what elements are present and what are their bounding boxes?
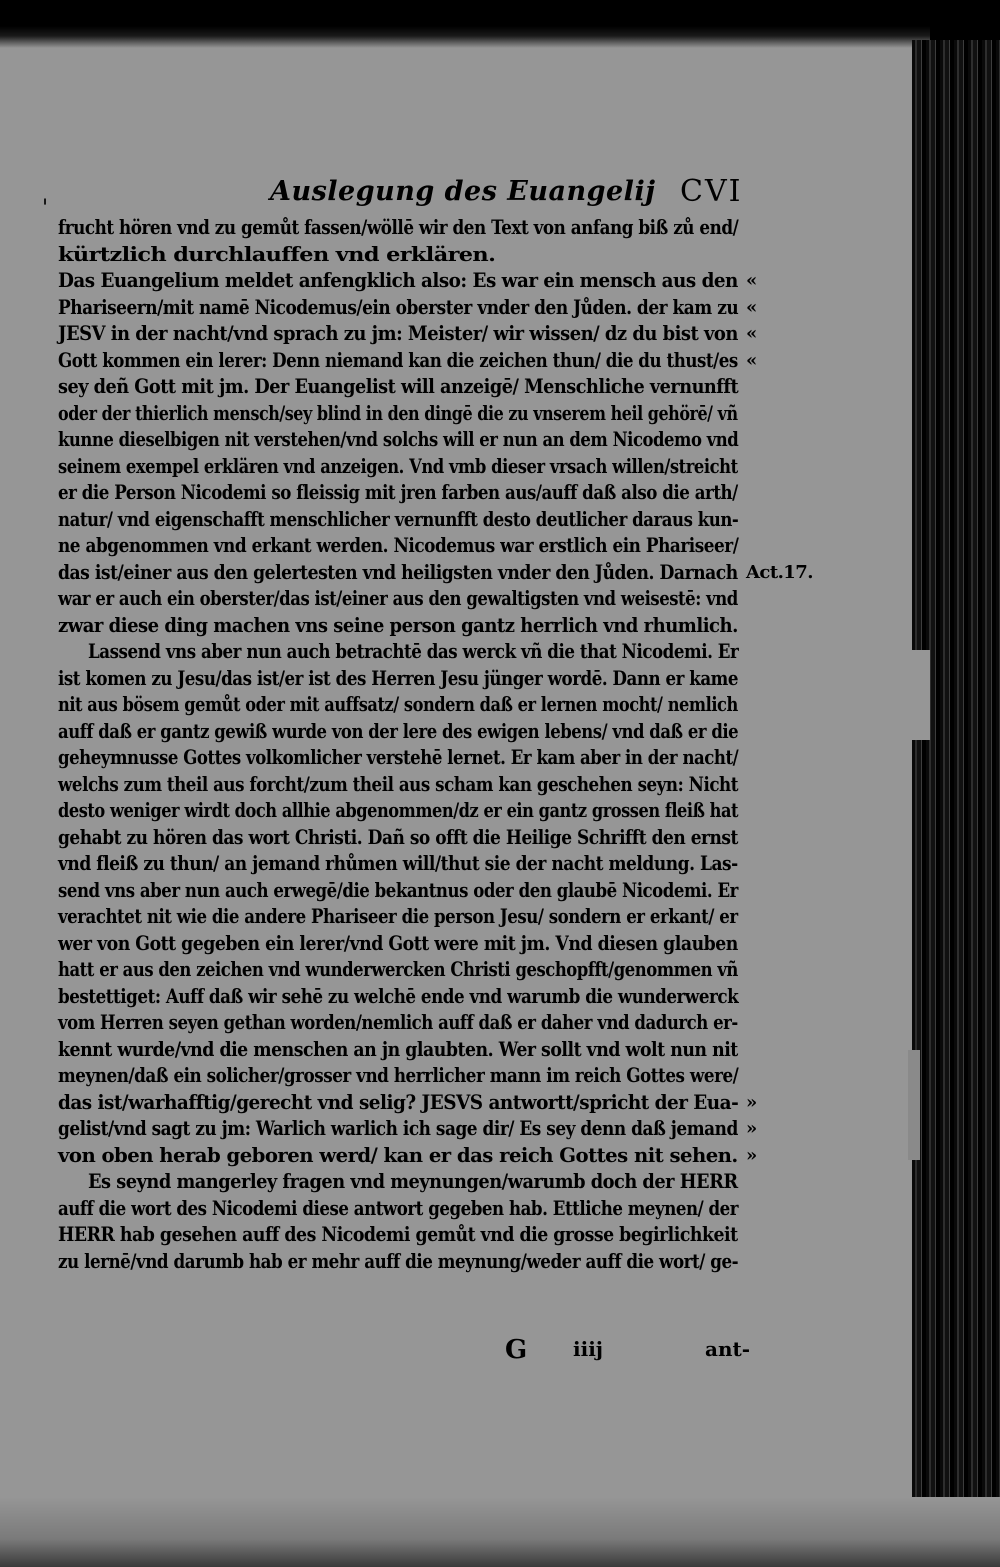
top-scan-shadow [0,26,930,48]
text-line [58,666,748,693]
text-line [58,957,748,984]
text-line-content: HERR hab gesehen auff des Nicodemi gemůt vnd die grosse begirlichkeit [58,1223,738,1246]
text-line-content: meynen/daß ein solicher/grosser vnd herrlicher mann im reich Gottes were/ [58,1064,739,1087]
fore-edge-gap [912,650,930,740]
text-line-content: vnd fleiß zu thun/ an jemand rhůmen will/thut sie der nacht meldung. Las- [58,852,738,875]
margin-note: « [746,270,757,291]
stray-mark: ' [42,196,49,221]
text-line-content: kunne dieselbigen nit verstehen/vnd solchs will er nun an dem Nicodemo vnd [58,428,739,451]
text-line-content: welchs zum theil aus forcht/zum theil aus scham kan geschehen seyn: Nicht [58,772,738,796]
text-line-content: er die Person Nicodemi so fleissig mit jren farben aus/auff daß also die arth/ [58,481,738,504]
text-line [58,560,813,587]
text-line-content: wer von Gott gegeben ein lerer/vnd Gott were mit jm. Vnd diesen glauben [58,931,738,955]
fore-edge-gap [908,1050,920,1160]
page-footer [505,1335,765,1371]
signature-number: iiij [573,1337,604,1361]
text-line [58,295,757,322]
text-line [58,401,748,428]
text-line [58,825,748,852]
text-line-content: zwar diese ding machen vns seine person gantz herrlich vnd rhumlich. [58,613,738,637]
text-line-content: kürtzlich durchlauffen vnd erklären. [58,242,496,266]
text-line [58,507,748,534]
text-line [58,480,748,507]
text-line-content: hatt er aus den zeichen vnd wunderwercken Christi geschopfft/genommen vñ [58,958,738,981]
text-line [58,1090,757,1117]
text-line-content: verachtet nit wie die andere Phariseer die person Jesu/ sondern er erkant/ er [58,905,738,928]
margin-note: » [746,1118,757,1139]
text-line-content: Das Euangelium meldet anfengklich also: Es war ein mensch aus den [58,269,738,292]
text-line [58,348,757,375]
text-line [58,1169,748,1196]
text-line [58,1249,748,1276]
text-line [58,1196,748,1223]
text-line-content: das ist/einer aus den gelertesten vnd heiligsten vnder den Jůden. Darnach [58,560,738,584]
catchword: ant- [705,1337,751,1361]
margin-note: Act.17. [746,561,813,583]
text-line [58,639,748,666]
text-line-content: gelist/vnd sagt zu jm: Warlich warlich ich sage dir/ Es sey denn daß jemand [58,1117,738,1140]
text-line [58,1063,748,1090]
margin-note: » [746,1144,757,1166]
book-fore-edge [912,40,1000,1500]
text-line [58,772,748,799]
text-line [58,984,748,1011]
text-line [58,1143,757,1170]
text-line [58,454,748,481]
text-line [58,268,757,295]
bottom-shadow [0,1497,1000,1567]
text-line [58,878,748,905]
text-line [58,931,748,958]
text-line-content: auff daß er gantz gewiß wurde von der lere des ewigen lebens/ vnd daß er die [58,719,739,743]
text-line-content: Gott kommen ein lerer: Denn niemand kan die zeichen thun/ die du thust/es [58,348,738,372]
text-line-content: von oben herab geboren werd/ kan er das reich Gottes nit sehen. [58,1143,738,1167]
text-line-content: kennt wurde/vnd die menschen an jn glaubten. Wer sollt vnd wolt nun nit [58,1037,738,1061]
text-line-content: zu lernē/vnd darumb hab er mehr auff die meynung/weder auff die wort/ ge- [58,1249,739,1273]
text-line [58,242,748,269]
text-line [58,719,748,746]
text-line-content: bestettiget: Auff daß wir sehē zu welchē ende vnd warumb die wunderwerck [58,984,739,1008]
text-line [58,613,748,640]
text-line-content: geheymnusse Gottes volkomlicher verstehē lernet. Er kam aber in der nacht/ [58,746,739,769]
text-line-content: das ist/warhafftig/gerecht vnd selig? JESVS antwortt/spricht der Eua- [58,1090,739,1114]
text-line [58,1037,748,1064]
text-line [58,745,748,772]
text-line [58,904,748,931]
text-line-content: ist komen zu Jesu/das ist/er ist des Herren Jesu jünger wordē. Dann er kame [58,666,738,690]
text-line-content: auff die wort des Nicodemi diese antwort gegeben hab. Ettliche meynen/ der [58,1196,739,1220]
text-line [58,1010,748,1037]
text-line [58,692,748,719]
margin-note: « [746,349,757,371]
text-line-content: Phariseern/mit namē Nicodemus/ein oberster vnder den Jůden. der kam zu [58,295,739,319]
text-line-content: desto weniger wirdt doch allhie abgenommen/dz er ein gantz grossen fleiß hat [58,799,739,822]
text-line-content: gehabt zu hören das wort Christi. Dañ so offt die Heilige Schrifft den ernst [58,825,738,849]
text-line-content: natur/ vnd eigenschafft menschlicher vernunfft desto deutlicher daraus kun- [58,507,739,531]
text-line-content: nit aus bösem gemůt oder mit auffsatz/ sondern daß er lernen mocht/ nemlich [58,693,738,716]
text-line [58,321,757,348]
text-line-content: send vns aber nun auch erwegē/die bekantnus oder den glaubē Nicodemi. Er [58,878,738,902]
signature-mark: G [505,1335,528,1365]
text-line [58,798,748,825]
text-line [58,374,748,401]
text-line [58,586,748,613]
text-line-content: ne abgenommen vnd erkant werden. Nicodemus war erstlich ein Phariseer/ [58,534,739,557]
text-line-content: Es seynd mangerley fragen vnd meynungen/warumb doch der HERR [88,1170,738,1193]
text-line-content: Lassend vns aber nun auch betrachtē das werck vñ die that Nicodemi. Er [88,640,739,663]
running-header [270,176,770,216]
text-line-content: oder der thierlich mensch/sey blind in den dingē die zu vnserem heil gehörē/ vñ [58,401,738,425]
text-line-content: JESV in der nacht/vnd sprach zu jm: Meister/ wir wissen/ dz du bist von [58,322,738,345]
text-line-content: seinem exempel erklären vnd anzeigen. Vnd vmb dieser vrsach willen/streicht [58,454,738,478]
text-line [58,1222,748,1249]
margin-note: « [746,323,757,344]
margin-note: « [746,296,757,318]
text-line-content: frucht hören vnd zu gemůt fassen/wöllē wir den Text von anfang biß zů end/ [58,216,739,239]
text-line [58,427,748,454]
text-line [58,533,748,560]
text-line-content: vom Herren seyen gethan worden/nemlich auff daß er daher vnd dadurch er- [58,1011,738,1034]
text-line [58,1116,757,1143]
folio-number: CVI [680,174,743,209]
text-line-content: sey deñ Gott mit jm. Der Euangelist will anzeigē/ Menschliche vernunfft [58,375,739,398]
body-text [58,215,813,1275]
text-line-content: war er auch ein oberster/das ist/einer aus den gewaltigsten vnd weisestē: vnd [58,587,738,610]
margin-note: » [746,1091,757,1113]
running-title: Auslegung des Euangelij [270,176,656,207]
text-line [58,215,748,242]
text-line [58,851,748,878]
